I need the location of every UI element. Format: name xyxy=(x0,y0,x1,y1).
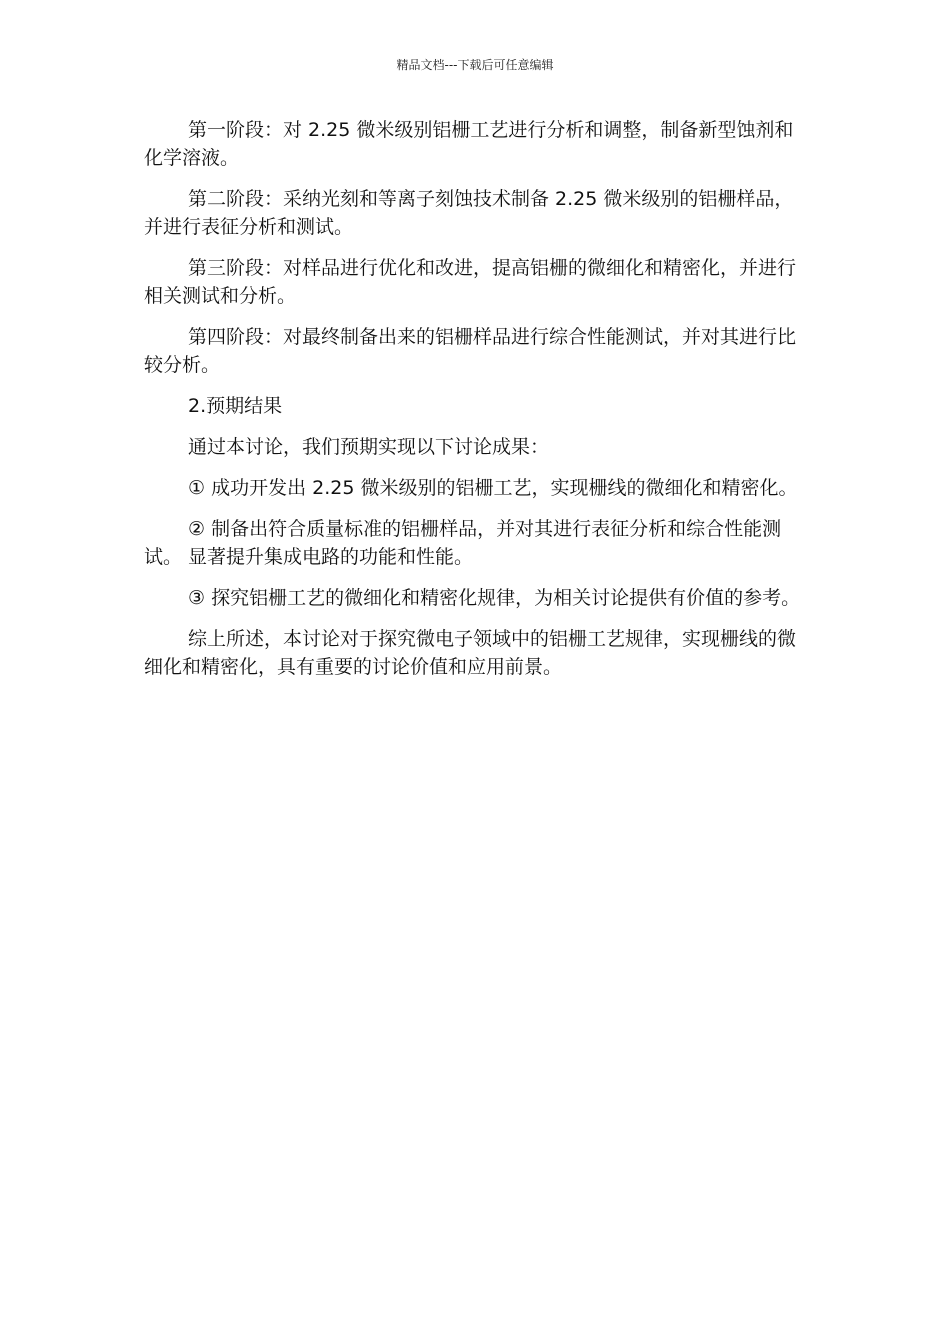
list-item-result-3: ③ 探究铝栅工艺的微细化和精密化规律，为相关讨论提供有价值的参考。 xyxy=(188,587,801,609)
document-body xyxy=(144,116,808,694)
paragraph-stage-4: 第四阶段：对最终制备出来的铝栅样品进行综合性能测试，并对其进行比较分析。 xyxy=(144,326,797,376)
section-heading-expected-results: 2.预期结果 xyxy=(188,395,283,417)
paragraph-intro: 通过本讨论，我们预期实现以下讨论成果： xyxy=(188,436,550,458)
list-item-result-1: ① 成功开发出 2.25 微米级别的铝栅工艺，实现栅线的微细化和精密化。 xyxy=(188,477,798,499)
paragraph-stage-2: 第二阶段：采纳光刻和等离子刻蚀技术制备 2.25 微米级别的铝栅样品，并进行表征分析和测试。 xyxy=(144,188,794,238)
paragraph-stage-3: 第三阶段：对样品进行优化和改进，提高铝栅的微细化和精密化，并进行相关测试和分析。 xyxy=(144,257,797,307)
page-header: 精品文档---下载后可任意编辑 xyxy=(396,58,554,72)
paragraph-conclusion: 综上所述，本讨论对于探究微电子领域中的铝栅工艺规律，实现栅线的微细化和精密化，具有重要的讨论价值和应用前景。 xyxy=(144,628,797,678)
list-item-result-2: ② 制备出符合质量标准的铝栅样品，并对其进行表征分析和综合性能测试。 显著提升集成电路的功能和性能。 xyxy=(144,518,782,568)
paragraph-stage-1: 第一阶段：对 2.25 微米级别铝栅工艺进行分析和调整，制备新型蚀剂和化学溶液。 xyxy=(144,119,794,169)
